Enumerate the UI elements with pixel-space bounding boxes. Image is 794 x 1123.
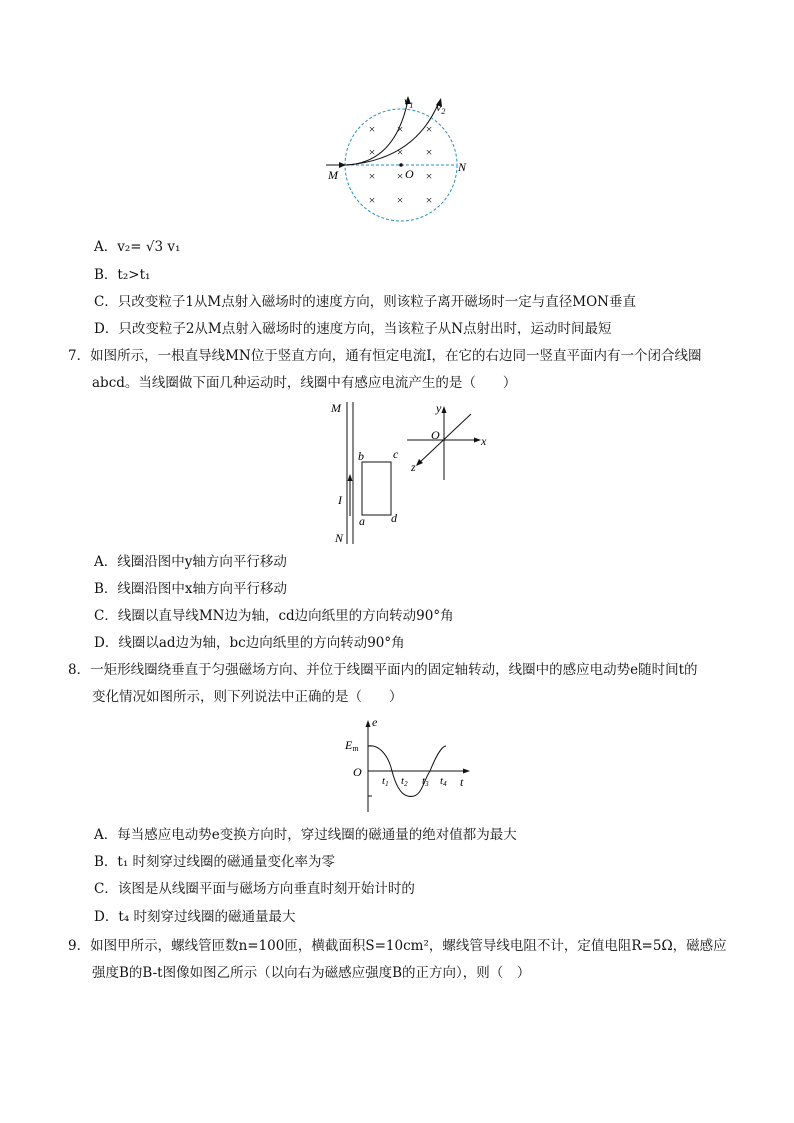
svg-text:×: × (396, 193, 404, 207)
svg-text:d: d (391, 511, 397, 525)
q8-option-d: D．t₄ 时刻穿过线圈的磁通量最大 (94, 909, 296, 925)
q8-option-a: A．每当感应电动势e变换方向时，穿过线圈的磁通量的绝对值都为最大 (94, 827, 517, 843)
svg-text:Em: Em (345, 738, 359, 753)
magnetic-field-figure (320, 90, 480, 225)
q7-stem-line1: 7．如图所示，一根直导线MN位于竖直方向，通有恒定电流I，在它的右边同一竖直平面内有一个闭合线圈 (68, 348, 702, 364)
svg-text:y: y (436, 401, 442, 415)
svg-text:×: × (425, 122, 433, 136)
svg-text:N: N (335, 531, 344, 545)
wire-loop-figure (325, 398, 495, 548)
label-v2: $v_2$ (436, 100, 446, 116)
svg-text:c: c (393, 447, 399, 461)
svg-text:O: O (353, 765, 362, 779)
svg-text:×: × (368, 122, 376, 136)
label-M: M (328, 168, 338, 182)
coil-abcd (362, 462, 391, 515)
svg-text:I: I (338, 493, 342, 507)
label-O: O (405, 167, 414, 181)
svg-text:b: b (358, 449, 364, 463)
q7-stem-line2: abcd。当线圈做下面几种运动时，线圈中有感应电流产生的是（ ） (92, 375, 517, 391)
label-N: N (458, 160, 467, 174)
center-dot (399, 163, 403, 167)
q8-option-b: B．t₁ 时刻穿过线圈的磁通量变化率为零 (94, 854, 336, 870)
q6-option-b: B．t₂>t₁ (94, 267, 151, 283)
q8-option-c: C．该图是从线圈平面与磁场方向垂直时刻开始计时的 (94, 881, 415, 897)
q7-option-d: D．线圈以ad边为轴，bc边向纸里的方向转动90°角 (94, 635, 405, 651)
svg-text:t2: t2 (401, 775, 408, 788)
q7-option-b: B．线圈沿图中x轴方向平行移动 (94, 581, 288, 597)
q8-stem-line1: 8．一矩形线圈绕垂直于匀强磁场方向、并位于线圈平面内的固定轴转动，线圈中的感应电动势e随时间t的 (68, 662, 698, 678)
svg-text:×: × (425, 145, 433, 159)
svg-text:x: x (481, 434, 487, 448)
svg-text:t3: t3 (422, 775, 429, 788)
q6-option-d: D．只改变粒子2从M点射入磁场时的速度方向，当该粒子从N点射出时，运动时间最短 (94, 321, 612, 337)
label-v1: $v_1$ (404, 94, 414, 110)
q6-option-a: A．v₂= √3 v₁ (94, 239, 181, 255)
svg-text:z: z (411, 460, 416, 474)
svg-text:×: × (368, 193, 376, 207)
q6-option-c: C．只改变粒子1从M点射入磁场时的速度方向，则该粒子离开磁场时一定与直径MON垂直 (94, 294, 636, 310)
svg-text:a: a (359, 514, 365, 528)
q7-option-c: C．线圈以直导线MN边为轴，cd边向纸里的方向转动90°角 (94, 608, 454, 624)
svg-text:×: × (396, 122, 404, 136)
q9-stem-line1: 9．如图甲所示，螺线管匝数n=100匝，横截面积S=10cm²，螺线管导线电阻不计，定值电阻R=5Ω，磁感应 (68, 938, 727, 954)
svg-text:t1: t1 (382, 775, 389, 788)
svg-text:e: e (372, 715, 378, 729)
current-arrowhead (348, 474, 353, 481)
svg-text:O: O (431, 428, 440, 442)
svg-text:×: × (368, 145, 376, 159)
q7-option-a: A．线圈沿图中y轴方向平行移动 (94, 554, 287, 570)
svg-text:×: × (425, 193, 433, 207)
svg-text:×: × (396, 145, 404, 159)
svg-text:×: × (368, 169, 376, 183)
svg-text:×: × (396, 169, 404, 183)
svg-text:×: × (425, 169, 433, 183)
svg-text:M: M (331, 401, 341, 415)
emf-graph-figure (340, 714, 480, 816)
svg-text:t: t (460, 775, 464, 789)
svg-text:t4: t4 (440, 775, 447, 788)
q9-stem-line2: 强度B的B-t图像如图乙所示（以向右为磁感应强度B的正方向），则（ ） (92, 965, 531, 981)
q8-stem-line2: 变化情况如图所示，则下列说法中正确的是（ ） (92, 689, 403, 705)
